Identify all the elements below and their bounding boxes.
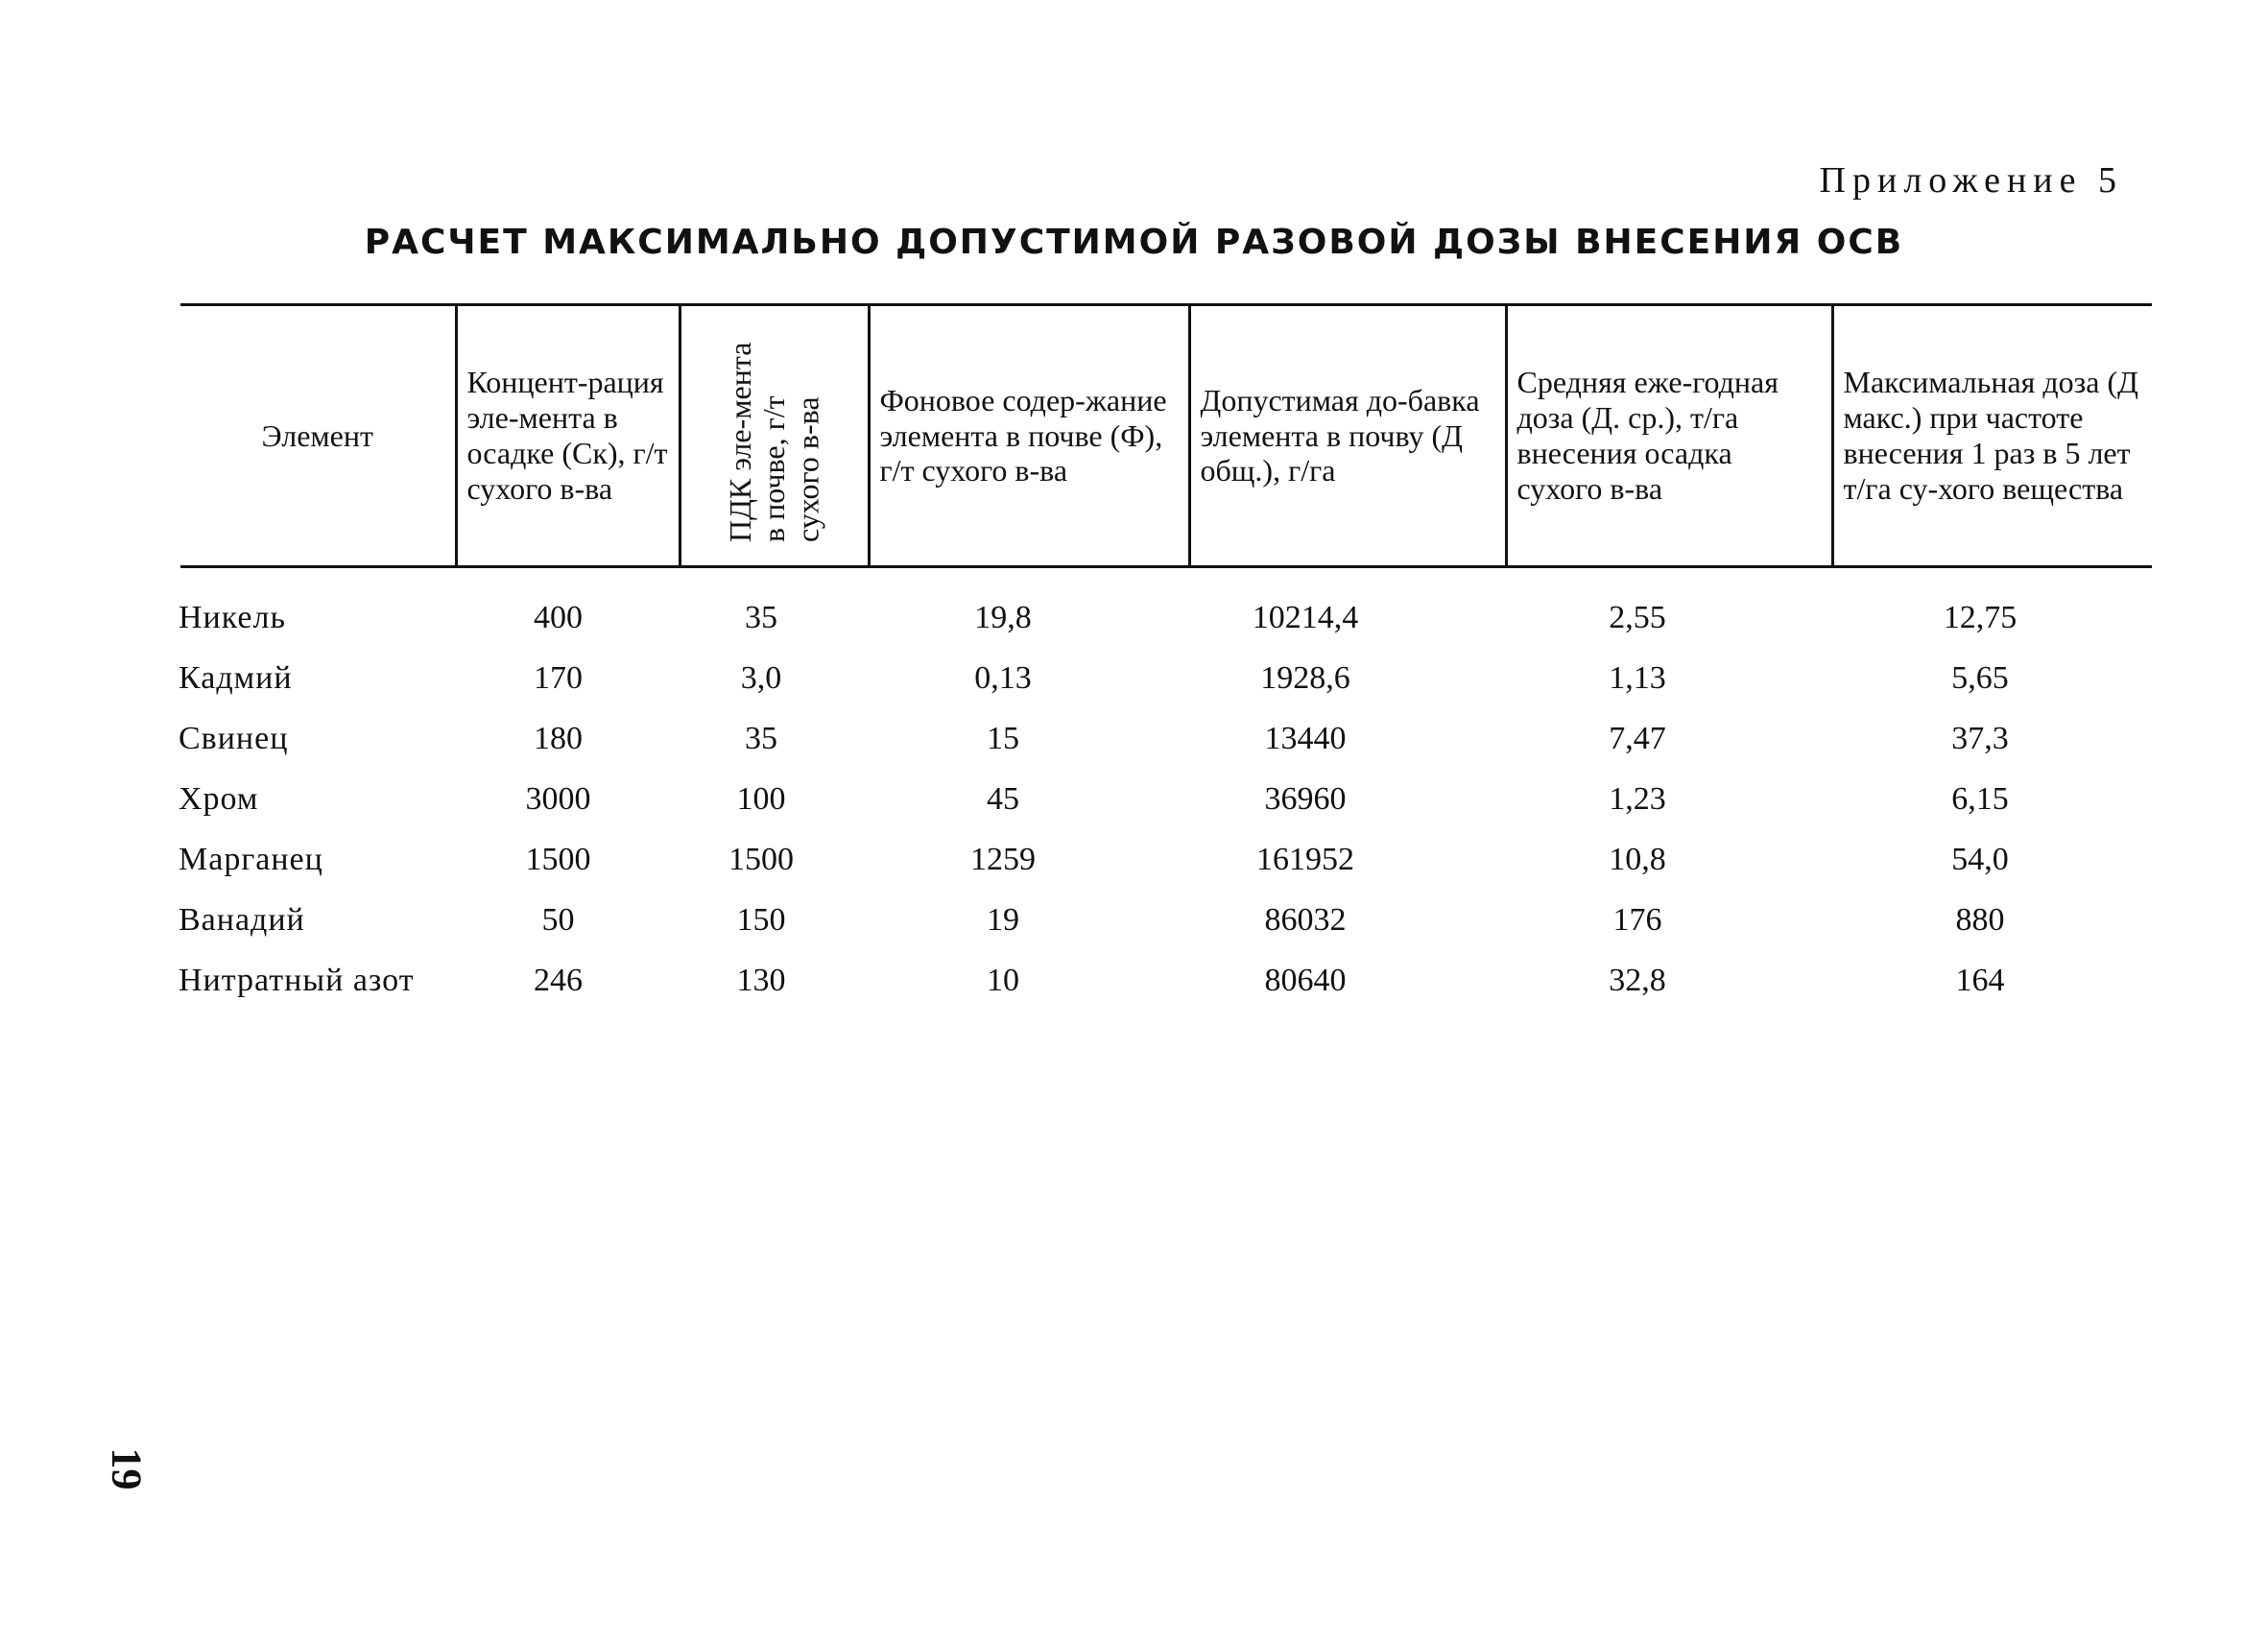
header-pdk-text: ПДК эле-мента в почве, г/т сухого в-ва	[722, 342, 825, 543]
cell-value: 2,55	[1609, 599, 1666, 635]
cell-element: Нитратный азот	[179, 962, 415, 998]
table-row	[173, 587, 2152, 648]
cell-element: Никель	[179, 599, 286, 635]
cell-value: 35	[745, 720, 777, 756]
cell-value: 80640	[1264, 962, 1347, 998]
cell-value: 1,13	[1609, 659, 1666, 696]
cell-value: 36960	[1264, 780, 1347, 817]
table-row	[173, 769, 2152, 829]
cell-value: 880	[1955, 901, 2005, 938]
header-element: Элемент	[261, 417, 373, 453]
cell-value: 1259	[970, 841, 1036, 877]
table-row	[173, 708, 2152, 769]
page-number: 19	[103, 1447, 151, 1490]
cell-value: 10,8	[1609, 841, 1666, 877]
cell-value: 164	[1955, 962, 2005, 998]
document-title: РАСЧЕТ МАКСИМАЛЬНО ДОПУСТИМОЙ РАЗОВОЙ ДОЗЫ ВНЕСЕНИЯ ОСВ	[364, 223, 1904, 262]
appendix-label: Приложение 5	[1819, 160, 2123, 201]
cell-value: 150	[736, 901, 786, 938]
header-pdk	[680, 305, 869, 567]
cell-value: 50	[541, 901, 575, 938]
cell-element: Хром	[179, 780, 259, 817]
cell-value: 15	[987, 720, 1019, 756]
cell-value: 45	[987, 780, 1019, 817]
cell-value: 13440	[1264, 720, 1347, 756]
cell-value: 170	[534, 659, 583, 696]
table-row	[173, 648, 2152, 708]
table-row	[173, 890, 2152, 950]
cell-element: Свинец	[179, 720, 289, 756]
cell-value: 10	[987, 962, 1019, 998]
cell-value: 10214,4	[1252, 599, 1359, 635]
cell-value: 12,75	[1943, 599, 2017, 635]
header-concentration: Концент-рация эле-мента в осадке (Ск), г/т сухого в-ва	[456, 305, 680, 567]
table-row	[173, 829, 2152, 890]
table-row	[173, 950, 2152, 1011]
cell-value: 19,8	[974, 599, 1032, 635]
table-header	[180, 303, 2152, 568]
header-max-dose: Максимальная доза (Д макс.) при частоте внесения 1 раз в 5 лет т/га су-хого вещества	[1832, 305, 2152, 567]
header-average-dose: Средняя еже-годная доза (Д. ср.), т/га внесения осадка сухого в-ва	[1506, 305, 1832, 567]
cell-value: 161952	[1256, 841, 1354, 877]
cell-value: 86032	[1264, 901, 1347, 938]
cell-value: 180	[534, 720, 583, 756]
cell-value: 3000	[525, 780, 591, 817]
cell-value: 246	[534, 962, 583, 998]
cell-value: 0,13	[974, 659, 1032, 696]
cell-value: 35	[745, 599, 777, 635]
cell-value: 7,47	[1609, 720, 1666, 756]
cell-element: Кадмий	[179, 659, 293, 696]
cell-value: 5,65	[1951, 659, 2009, 696]
cell-element: Ванадий	[179, 901, 305, 938]
cell-value: 176	[1612, 901, 1662, 938]
cell-value: 54,0	[1951, 841, 2009, 877]
cell-value: 100	[736, 780, 786, 817]
cell-value: 1500	[728, 841, 794, 877]
cell-value: 19	[987, 901, 1019, 938]
cell-value: 6,15	[1951, 780, 2009, 817]
header-allowable-addition: Допустимая до-бавка элемента в почву (Д общ.), г/га	[1189, 305, 1506, 567]
cell-value: 1,23	[1609, 780, 1666, 817]
cell-value: 1928,6	[1260, 659, 1350, 696]
cell-value: 1500	[525, 841, 591, 877]
header-background: Фоновое содер-жание элемента в почве (Ф), г/т сухого в-ва	[869, 305, 1189, 567]
cell-element: Марганец	[179, 841, 323, 877]
cell-value: 400	[534, 599, 583, 635]
cell-value: 130	[736, 962, 786, 998]
cell-value: 3,0	[740, 659, 782, 696]
cell-value: 32,8	[1609, 962, 1666, 998]
table-body	[173, 587, 2152, 1011]
cell-value: 37,3	[1951, 720, 2009, 756]
